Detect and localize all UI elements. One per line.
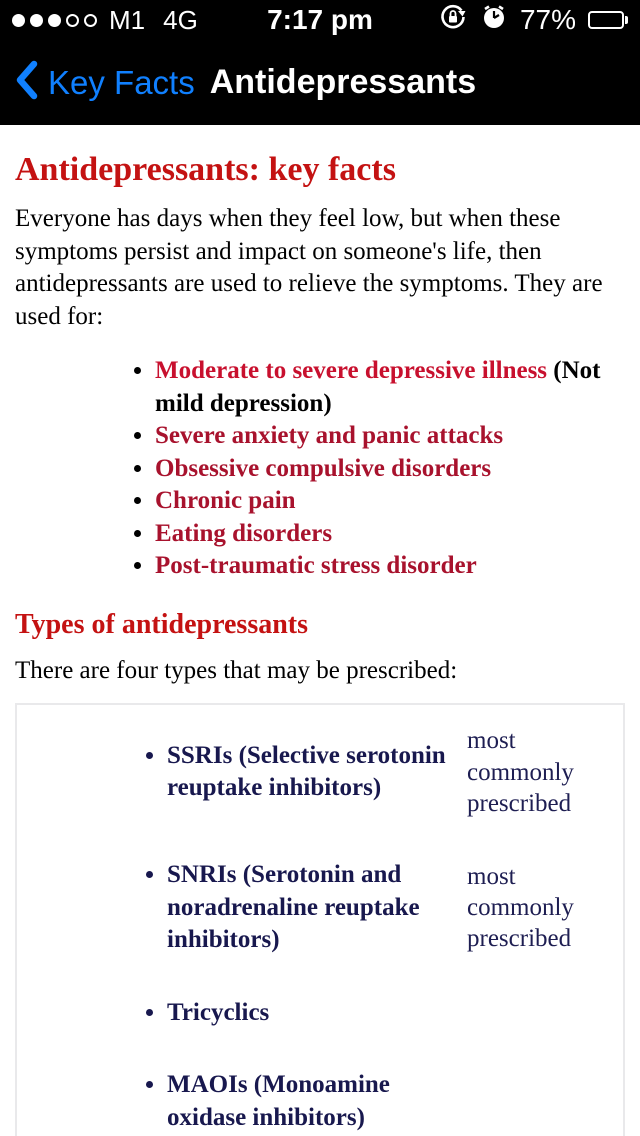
type-item: • Tricyclics	[167, 997, 467, 1030]
signal-dot	[48, 14, 61, 27]
use-item-link[interactable]: Moderate to severe depressive illness	[155, 357, 548, 385]
use-item[interactable]	[155, 420, 625, 453]
type-item: • SNRIs (Serotonin and noradrenaline reuptake inhibitors)	[167, 859, 467, 957]
use-item[interactable]	[155, 355, 625, 420]
page-title: Antidepressants	[209, 63, 477, 101]
status-bar	[0, 0, 640, 40]
signal-dot	[66, 14, 79, 27]
types-intro-paragraph: There are four types that may be prescribed:	[15, 656, 458, 684]
network-type-label: 4G	[163, 4, 198, 35]
alarm-clock-icon	[480, 3, 508, 38]
signal-dot	[12, 14, 25, 27]
use-item-link[interactable]: Obsessive compulsive disorders	[155, 454, 492, 482]
battery-icon	[588, 11, 628, 29]
use-item-link[interactable]: Chronic pain	[155, 487, 296, 515]
signal-dot	[30, 14, 43, 27]
type-note	[467, 1049, 624, 1136]
use-item-link[interactable]: Severe anxiety and panic attacks	[155, 422, 504, 450]
use-item-link[interactable]: Eating disorders	[155, 519, 333, 547]
article-content	[0, 150, 640, 1136]
use-item-note: (Not mild depression)	[155, 357, 601, 417]
use-item-link[interactable]: Post-traumatic stress disorder	[155, 552, 477, 580]
table-row	[16, 1049, 624, 1136]
intro-paragraph: Everyone has days when they feel low, but when these symptoms persist and impact on someone's life, then antidepressants are used to relieve the symptoms. They are used for:	[15, 205, 603, 330]
types-heading: Types of antidepressants	[15, 608, 309, 640]
table-row	[16, 704, 624, 839]
table-row	[16, 839, 624, 977]
back-chevron-icon	[14, 59, 40, 106]
signal-strength-icon	[12, 14, 97, 27]
use-item[interactable]	[155, 453, 625, 486]
back-button[interactable]	[14, 59, 195, 106]
types-table	[15, 703, 625, 1136]
signal-dot	[84, 14, 97, 27]
uses-list	[15, 355, 625, 583]
article-heading: Antidepressants: key facts	[15, 151, 396, 188]
type-note: most commonly prescribed	[467, 862, 574, 953]
use-item[interactable]	[155, 485, 625, 518]
type-note: most commonly prescribed	[467, 727, 574, 817]
use-item[interactable]	[155, 550, 625, 583]
clock-time: 7:17 pm	[267, 4, 373, 35]
battery-percent-label: 77%	[519, 4, 576, 35]
orientation-lock-icon	[438, 2, 468, 39]
use-item[interactable]	[155, 518, 625, 551]
carrier-label: M1	[109, 4, 146, 35]
type-item: • SSRIs (Selective serotonin reuptake inhibitors)	[167, 740, 467, 805]
table-row	[16, 977, 624, 1050]
navigation-bar	[0, 40, 640, 125]
back-button-label[interactable]: Key Facts	[48, 63, 195, 101]
type-note	[467, 977, 624, 1050]
type-item: • MAOIs (Monoamine oxidase inhibitors)	[167, 1069, 467, 1134]
